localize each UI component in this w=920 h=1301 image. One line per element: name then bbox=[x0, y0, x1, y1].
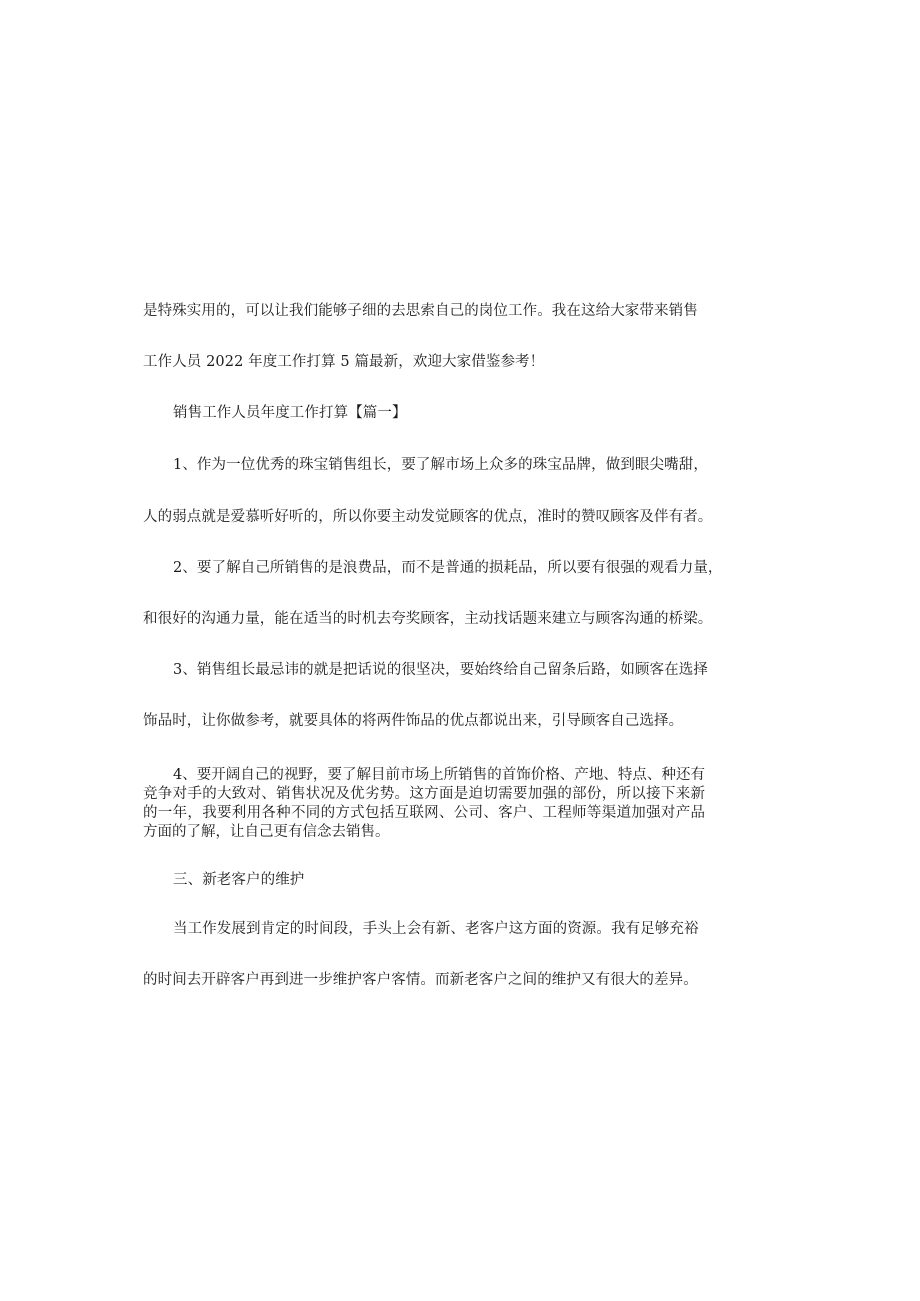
item-4-paragraph: 4、要开阔自己的视野，要了解目前市场上所销售的首饰价格、产地、特点、种还有竞争对手的大致对、销售状况及优劣势。这方面是迫切需要加强的部份，所以接下来新的一年，我要利用各种不同的方式包括互联网、公司、客户、工程师等渠道加强对产品方面的了解，让自己更有信念去销售。 bbox=[143, 767, 705, 840]
item-2-line-2: 和很好的沟通力量，能在适当的时机去夸奖顾客，主动找话题来建立与顾客沟通的桥梁。 bbox=[143, 611, 713, 627]
item-2-line-1: 2、要了解自己所销售的是浪费品，而不是普通的损耗品，所以要有很强的观看力量， bbox=[173, 560, 723, 576]
last-paragraph-line-1: 当工作发展到肯定的时间段，手头上会有新、老客户这方面的资源。我有足够充裕 bbox=[173, 921, 699, 937]
item-3-line-2: 饰品时，让你做参考，就要具体的将两件饰品的优点都说出来，引导顾客自己选择。 bbox=[143, 713, 684, 729]
item-3-line-1: 3、销售组长最忌讳的就是把话说的很坚决，要始终给自己留条后路，如顾客在选择 bbox=[173, 662, 708, 678]
item-1-line-2: 人的弱点就是爱慕听好听的，所以你要主动发觉顾客的优点，准时的赞叹顾客及伴有者。 bbox=[143, 509, 713, 525]
last-paragraph-line-2: 的时间去开辟客户再到进一步维护客户客情。而新老客户之间的维护又有很大的差异。 bbox=[143, 972, 698, 988]
paragraph-line: 是特殊实用的，可以让我们能够子细的去思索自己的岗位工作。我在这给大家带来销售 bbox=[143, 303, 698, 319]
section-heading: 销售工作人员年度工作打算【篇一】 bbox=[173, 405, 407, 421]
paragraph-line: 工作人员 2022 年度工作打算 5 篇最新，欢迎大家借鉴参考！ bbox=[143, 354, 545, 370]
item-1-line-1: 1、作为一位优秀的珠宝销售组长，要了解市场上众多的珠宝品牌，做到眼尖嘴甜， bbox=[173, 457, 708, 473]
section-three-heading: 三、新老客户的维护 bbox=[173, 872, 305, 888]
